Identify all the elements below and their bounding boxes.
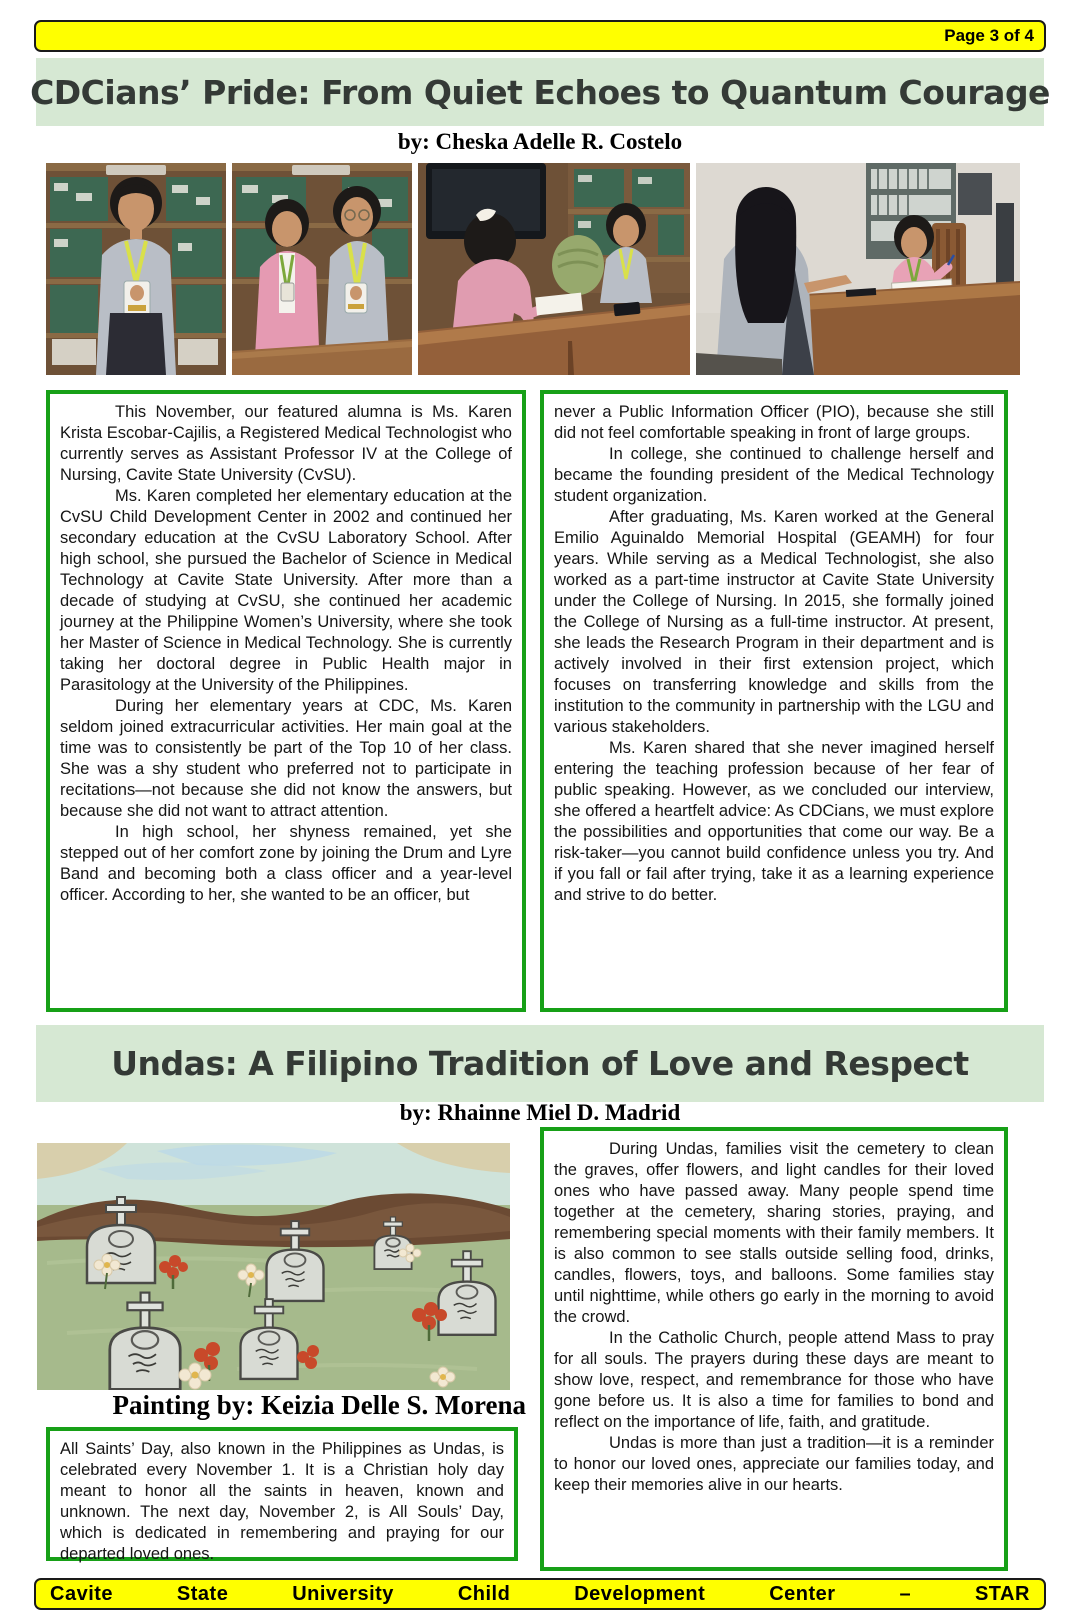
article2-title-band xyxy=(36,1025,1044,1102)
article1-title-band xyxy=(30,58,1050,126)
article1-title: CDCians’ Pride: From Quiet Echoes to Quantum Courage xyxy=(30,72,1050,112)
article1-byline: by: Cheska Adelle R. Costelo xyxy=(397,129,683,154)
photo-karen-with-student xyxy=(232,163,412,375)
photo-strip xyxy=(46,163,1034,375)
photo-interview-desk xyxy=(418,163,690,375)
article2-byline: by: Rhainne Miel D. Madrid xyxy=(399,1100,681,1125)
undas-cemetery-painting-image xyxy=(37,1143,510,1390)
paragraph: During her elementary years at CDC, Ms. Karen seldom joined extracurricular activities. Her main goal at the time was to consistently be part of the Top 10 of her class. She was a shy student who preferred not to participate in recitations—not because she did not know the answers, but because she did not want to attract attention. xyxy=(60,697,512,820)
photo-interview-writing-image xyxy=(696,163,1020,375)
article1-left-column xyxy=(46,390,526,1012)
paragraph: In the Catholic Church, people attend Mass to pray for all souls. The prayers during these days are meant to show love, respect, and remembrance for those who have gone before us. It is also a time for families to bond and reflect on the importance of life, faith, and gratitude. xyxy=(554,1329,994,1431)
article2-title: Undas: A Filipino Tradition of Love and Respect xyxy=(111,1044,969,1083)
paragraph: In college, she continued to challenge herself and became the founding president of the Medical Technology student organization. xyxy=(554,445,994,505)
painting-caption: Painting by: Keizia Delle S. Morena xyxy=(112,1390,526,1420)
page-number-bar xyxy=(34,20,1046,52)
article2-right-column xyxy=(540,1127,1008,1571)
paragraph: This November, our featured alumna is Ms. Karen Krista Escobar-Cajilis, a Registered Medical Technologist who currently serves as Assistant Professor IV at the College of Nursing, Cavite State University (CvSU). xyxy=(60,403,512,484)
page-number-label: Page 3 of 4 xyxy=(944,26,1034,45)
article2-left-box xyxy=(46,1427,518,1561)
photo-interview-writing xyxy=(696,163,1020,375)
photo-karen-portrait xyxy=(46,163,226,375)
photo-karen-portrait-image xyxy=(46,163,226,375)
paragraph: Undas is more than just a tradition—it is a reminder to honor our loved ones, appreciate our families today, and keep their memories alive in our hearts. xyxy=(554,1434,994,1494)
photo-karen-with-student-image xyxy=(232,163,412,375)
paragraph: All Saints’ Day, also known in the Philippines as Undas, is celebrated every November 1. It is a Christian holy day meant to honor all the saints in heaven, known and unknown. The next day, November 2, is All Souls’ Day, which is dedicated in remembering and praying for our departed loved ones. xyxy=(60,1440,504,1563)
undas-cemetery-painting xyxy=(37,1143,510,1390)
paragraph: In high school, her shyness remained, yet she stepped out of her comfort zone by joining the Drum and Lyre Band and becoming both a class officer and a year-level officer. According to her, she wanted to be an officer, but xyxy=(60,823,512,904)
paragraph: After graduating, Ms. Karen worked at the General Emilio Aguinaldo Memorial Hospital (GEAMH) for four years. While serving as a Medical Technologist, she also worked as a part-time instructor at Cavite State University under the College of Nursing. In 2015, she formally joined the College of Nursing as a full-time instructor. At present, she leads the Research Program in their department and is actively involved in their first extension project, which focuses on transferring knowledge and skills from the institution to the community in partnership with the LGU and various stakeholders. xyxy=(554,508,994,736)
article1-right-column xyxy=(540,390,1008,1012)
paragraph: During Undas, families visit the cemetery to clean the graves, offer flowers, and light candles for their loved ones who have passed away. Many people spend time together at the cemetery, sharing stories, praying, and remembering special moments with their family members. It is also common to see stalls outside selling food, drinks, candles, flowers, toys, and balloons. Some families stay until nighttime, while others go early in the morning to avoid the crowd. xyxy=(554,1140,994,1326)
footer-bar xyxy=(34,1578,1046,1610)
photo-interview-desk-image xyxy=(418,163,690,375)
paragraph: Ms. Karen completed her elementary education at the CvSU Child Development Center in 2002 and continued her secondary education at the CvSU Laboratory School. After high school, she pursued the Bachelor of Science in Medical Technology at Cavite State University. After more than a decade of studying at CvSU, she continued her academic journey at the Philippine Women’s University, where she took her Master of Science in Medical Technology. She is currently taking her doctoral degree in Public Health major in Parasitology at the University of the Philippines. xyxy=(60,487,512,694)
footer-text: Cavite State University Child Development Center – STAR xyxy=(50,1582,1030,1605)
paragraph: never a Public Information Officer (PIO), because she still did not feel comfortable speaking in front of large groups. xyxy=(554,403,994,442)
paragraph: Ms. Karen shared that she never imagined herself entering the teaching profession because of her fear of public speaking. However, as we concluded our interview, she offered a heartfelt advice: As CDCians, we must explore the possibilities and opportunities that come our way. Be a risk-taker—you cannot build confidence unless you try. And if you fall or fail after trying, take it as a learning experience and strive to do better. xyxy=(554,739,994,904)
